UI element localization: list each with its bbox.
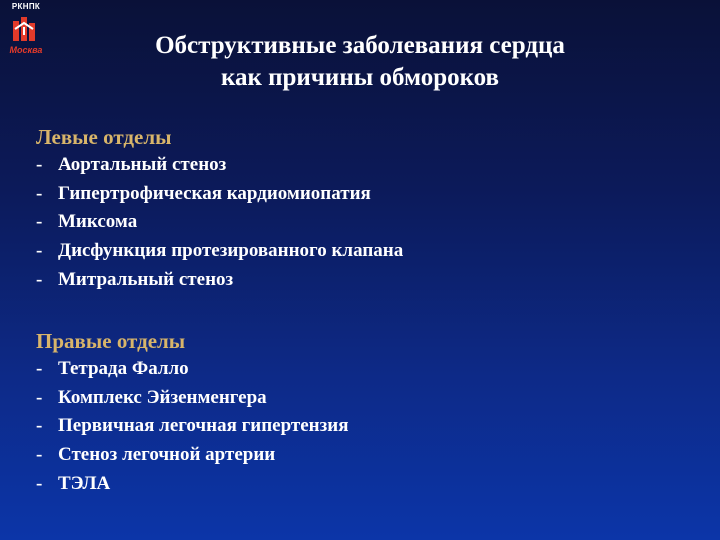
list-item-text: Тетрада Фалло	[58, 358, 189, 379]
bullet-dash: -	[36, 154, 43, 175]
list-item	[36, 384, 696, 413]
list-item-text: Комплекс Эйзенменгера	[58, 386, 267, 408]
bullet-dash: -	[36, 211, 43, 233]
title-line-1: Обструктивные заболевания сердца	[155, 32, 565, 59]
list-item-text: ТЭЛА	[58, 472, 111, 494]
list-item-text: Аортальный стеноз	[58, 154, 227, 175]
section-right	[36, 327, 696, 499]
bullet-dash: -	[36, 358, 43, 379]
list-item	[36, 355, 696, 384]
list-item	[36, 208, 696, 237]
list-item	[36, 151, 696, 180]
list-item-text: Гипертрофическая кардиомиопатия	[58, 182, 371, 204]
list-item	[36, 180, 696, 209]
list-item-text: Стеноз легочной артерии	[58, 444, 276, 466]
section-left	[36, 123, 696, 295]
slide-title	[60, 30, 660, 94]
title-line-2: как причины обмороков	[220, 64, 500, 91]
bullet-dash: -	[36, 472, 43, 494]
logo-bottom-text: Москва	[9, 45, 43, 55]
bullet-dash: -	[36, 182, 43, 204]
section-heading-right: Правые отделы	[36, 329, 186, 353]
logo	[4, 2, 48, 62]
bullet-dash: -	[36, 415, 43, 437]
list-item-text: Миксома	[58, 211, 138, 233]
list-item	[36, 470, 696, 499]
section-heading-left: Левые отделы	[36, 125, 172, 149]
logo-mark-icon	[11, 15, 41, 43]
list-item	[36, 441, 696, 470]
list-item-text: Дисфункция протезированного клапана	[58, 240, 404, 262]
list-item-text: Митральный стеноз	[58, 268, 234, 290]
bullet-dash: -	[36, 386, 43, 408]
list-item	[36, 266, 696, 295]
list-item	[36, 237, 696, 266]
logo-top-text: РКНПК	[11, 2, 41, 11]
bullet-dash: -	[36, 268, 43, 290]
list-item	[36, 412, 696, 441]
bullet-dash: -	[36, 444, 43, 466]
list-item-text: Первичная легочная гипертензия	[58, 415, 349, 437]
bullet-dash: -	[36, 240, 43, 262]
